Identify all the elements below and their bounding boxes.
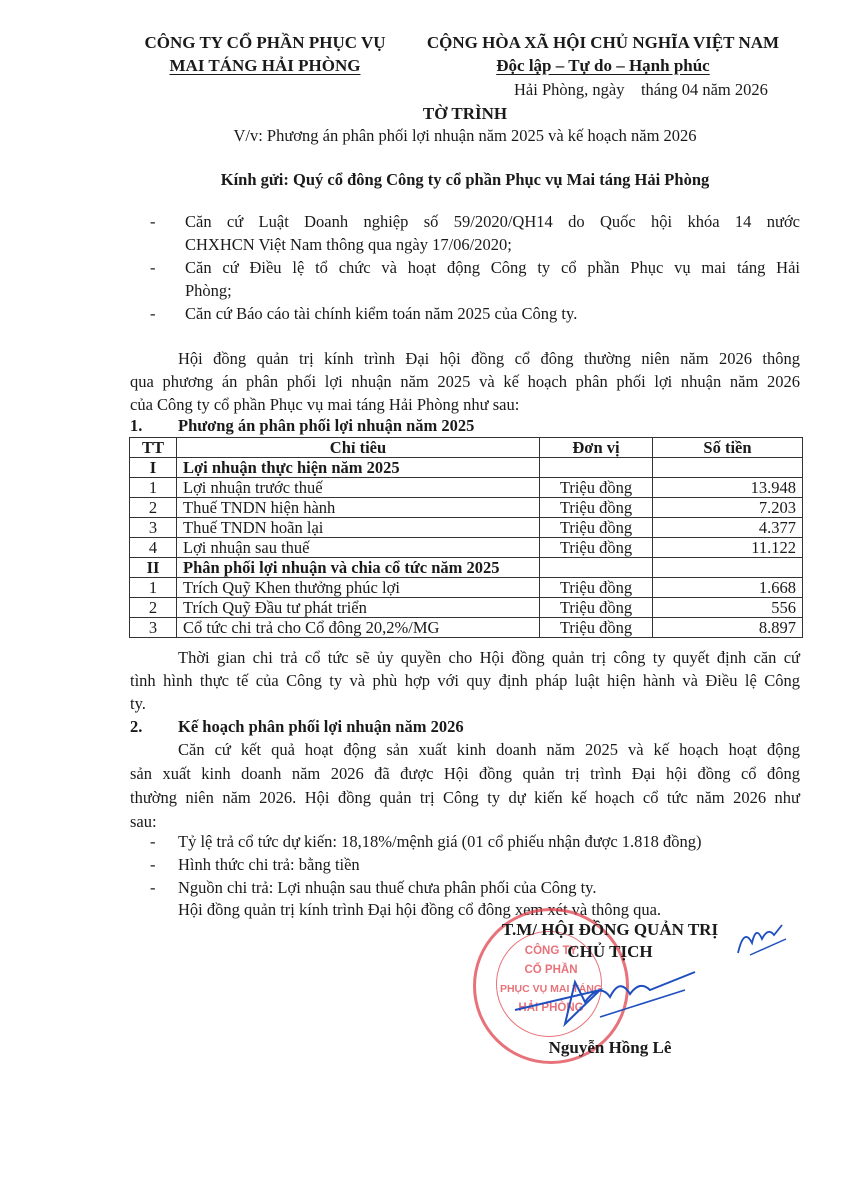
plan-para-line1: Căn cứ kết quả hoạt động sản xuất kinh doanh năm 2025 và kế hoạch hoạt động [178, 740, 800, 759]
table-row [130, 518, 803, 538]
row-item: Cổ tức chi trả cho Cổ đông 20,2%/MG [177, 618, 540, 638]
company-name-line1: CÔNG TY CỔ PHẦN PHỤC VỤ [144, 33, 386, 52]
row-tt: 1 [130, 578, 177, 598]
row-tt: II [130, 558, 177, 578]
seal-text-1: CÔNG TY [524, 945, 578, 957]
initials-signature-icon [730, 915, 790, 965]
basis-2-line1: Căn cứ Điều lệ tổ chức và hoạt động Công ty cổ phần Phục vụ mai táng Hải [185, 258, 800, 277]
header-tt: TT [130, 438, 177, 458]
section1-number: 1. [130, 416, 143, 435]
row-amount: 13.948 [653, 478, 803, 498]
dividend-note-line2: tình hình thực tế của Công ty và phù hợp với quy định pháp luật hiện hành và Điều lệ Công [130, 671, 800, 690]
recipient: Kính gửi: Quý cổ đông Công ty cổ phần Phục vụ Mai táng Hải Phòng [220, 170, 710, 189]
row-tt: I [130, 458, 177, 478]
bullet-dash: - [150, 258, 156, 277]
table-group-row [130, 458, 803, 478]
plan-para-line2: sản xuất kinh doanh năm 2026 đã được Hội đồng quản trị trình Đại hội đồng cổ đông [130, 764, 800, 783]
bullet-dash: - [150, 304, 156, 323]
plan-bullet-2: Hình thức chi trả: bằng tiền [178, 855, 360, 874]
row-tt: 3 [130, 618, 177, 638]
profit-distribution-table [129, 437, 803, 638]
doc-subject: V/v: Phương án phân phối lợi nhuận năm 2025 và kế hoạch năm 2026 [233, 126, 697, 145]
row-item: Lợi nhuận trước thuế [177, 478, 540, 498]
row-amount: 556 [653, 598, 803, 618]
bullet-dash: - [150, 212, 156, 231]
section2-title: Kế hoạch phân phối lợi nhuận năm 2026 [178, 717, 464, 736]
row-amount: 1.668 [653, 578, 803, 598]
row-unit: Triệu đồng [540, 498, 653, 518]
dividend-note-line1: Thời gian chi trả cổ tức sẽ ủy quyền cho Hội đồng quản trị công ty quyết định căn cứ [178, 648, 800, 667]
row-unit: Triệu đồng [540, 598, 653, 618]
row-unit [540, 458, 653, 478]
bullet-dash: - [150, 832, 156, 851]
section1-title: Phương án phân phối lợi nhuận năm 2025 [178, 416, 475, 435]
row-tt: 2 [130, 598, 177, 618]
closing-line: Hội đồng quản trị kính trình Đại hội đồng cổ đông xem xét và thông qua. [178, 900, 662, 919]
row-amount: 4.377 [653, 518, 803, 538]
table-row [130, 498, 803, 518]
bullet-dash: - [150, 878, 156, 897]
row-unit: Triệu đồng [540, 578, 653, 598]
row-item: Lợi nhuận thực hiện năm 2025 [177, 458, 540, 478]
bullet-dash: - [150, 855, 156, 874]
row-item: Thuế TNDN hiện hành [177, 498, 540, 518]
section2-number: 2. [130, 717, 143, 736]
date-line: Hải Phòng, ngày tháng 04 năm 2026 [514, 80, 768, 99]
row-item: Phân phối lợi nhuận và chia cổ tức năm 2025 [177, 558, 540, 578]
row-item: Trích Quỹ Đầu tư phát triển [177, 598, 540, 618]
row-unit: Triệu đồng [540, 618, 653, 638]
row-unit [540, 558, 653, 578]
signer-name: Nguyễn Hồng Lê [548, 1038, 672, 1057]
seal-text-2: CỔ PHẦN [524, 964, 578, 976]
row-amount: 8.897 [653, 618, 803, 638]
table-header-row [130, 438, 803, 458]
header-amount: Số tiền [653, 438, 803, 458]
row-unit: Triệu đồng [540, 478, 653, 498]
intro-line3: của Công ty cổ phần Phục vụ mai táng Hải Phòng như sau: [130, 395, 520, 414]
row-amount [653, 458, 803, 478]
basis-2-line2: Phòng; [185, 281, 232, 300]
table-row [130, 478, 803, 498]
plan-para-line4: sau: [130, 812, 157, 831]
header-item: Chỉ tiêu [177, 438, 540, 458]
seal-text-4: HẢI PHÒNG [518, 1002, 584, 1014]
row-item: Lợi nhuận sau thuế [177, 538, 540, 558]
signature-position: CHỦ TỊCH [567, 942, 653, 961]
basis-1-line2: CHXHCN Việt Nam thông qua ngày 17/06/2020; [185, 235, 512, 254]
dividend-note-line3: ty. [130, 694, 146, 713]
row-item: Thuế TNDN hoãn lại [177, 518, 540, 538]
row-tt: 2 [130, 498, 177, 518]
table-group-row [130, 558, 803, 578]
row-unit: Triệu đồng [540, 538, 653, 558]
row-amount: 11.122 [653, 538, 803, 558]
table-row [130, 598, 803, 618]
row-tt: 1 [130, 478, 177, 498]
doc-type: TỜ TRÌNH [422, 104, 508, 123]
plan-bullet-3: Nguồn chi trả: Lợi nhuận sau thuế chưa phân phối của Công ty. [178, 878, 597, 897]
row-item: Trích Quỹ Khen thưởng phúc lợi [177, 578, 540, 598]
company-name-line2: MAI TÁNG HẢI PHÒNG [169, 56, 361, 75]
row-tt: 3 [130, 518, 177, 538]
plan-para-line3: thường niên năm 2026. Hội đồng quản trị Công ty dự kiến kế hoạch cổ tức năm 2026 như [130, 788, 800, 807]
handwritten-signature-icon [505, 962, 735, 1032]
table-row [130, 538, 803, 558]
row-amount: 7.203 [653, 498, 803, 518]
header-unit: Đơn vị [540, 438, 653, 458]
table-row [130, 578, 803, 598]
nation-title: CỘNG HÒA XÃ HỘI CHỦ NGHĨA VIỆT NAM [426, 33, 780, 52]
row-amount [653, 558, 803, 578]
basis-1-line1: Căn cứ Luật Doanh nghiệp số 59/2020/QH14 do Quốc hội khóa 14 nước [185, 212, 800, 231]
plan-bullet-1: Tỷ lệ trả cổ tức dự kiến: 18,18%/mệnh giá (01 cổ phiếu nhận được 1.818 đồng) [178, 832, 702, 851]
row-tt: 4 [130, 538, 177, 558]
nation-motto: Độc lập – Tự do – Hạnh phúc [496, 56, 710, 75]
intro-line1: Hội đồng quản trị kính trình Đại hội đồng cổ đông thường niên năm 2026 thông [178, 349, 800, 368]
basis-3-line1: Căn cứ Báo cáo tài chính kiểm toán năm 2025 của Công ty. [185, 304, 578, 323]
seal-text-3: PHỤC VỤ MAI TÁNG [499, 983, 603, 995]
row-unit: Triệu đồng [540, 518, 653, 538]
signature-title: T.M/ HỘI ĐỒNG QUẢN TRỊ [501, 920, 719, 939]
table-row [130, 618, 803, 638]
intro-line2: qua phương án phân phối lợi nhuận năm 2025 và kế hoạch phân phối lợi nhuận năm 2026 [130, 372, 800, 391]
